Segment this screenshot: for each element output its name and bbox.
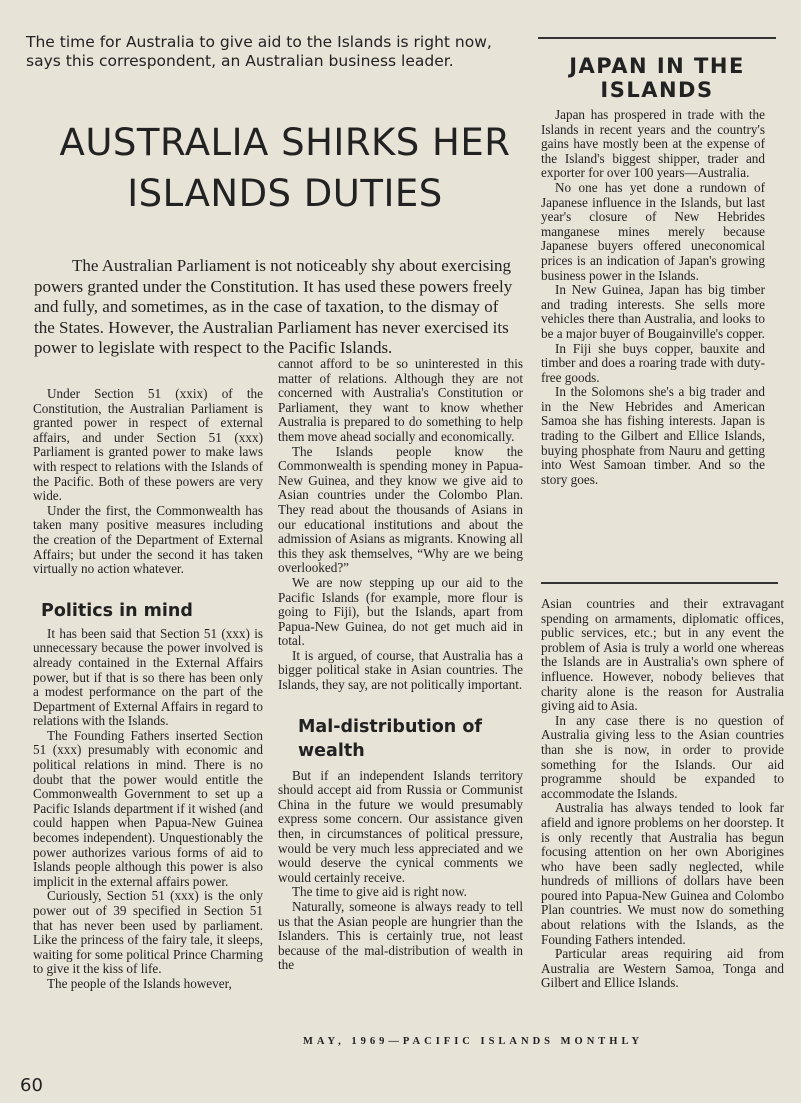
paragraph: It has been said that Section 51 (xxx) is unnecessary because the power involved is already contained in the External Affairs power, but if that is so there has been only a modest performance on the part of the Department of External Affairs in regard to relations with the Islands. [33,625,263,729]
paragraph: The Founding Fathers inserted Section 51 (xxx) presumably with economic and political relations in mind. There is no doubt that the power would entitle the Commonwealth Government to set up a Pacific Islands department if it wished (and could happen when Papua-New Guinea becomes independent). Unquestionably the power authorizes various forms of aid to Islands people although this power is also implicit in the external affairs power. [33,727,263,889]
paragraph: Under Section 51 (xxix) of the Constitution, the Australian Parliament is granted power in respect of external affairs, and under Section 51 (xxx) Parliament is granted power to make laws with respect to relations with the Islands of the Pacific. Both of these powers are very wide. [33,386,263,504]
paragraph: cannot afford to be so uninterested in this matter of relations. Although they are not concerned with Australia's Constitution or Parliament, they want to know whether Australia is prepared to do something to help them move ahead socially and economically. [278,356,523,444]
section-heading: Mal-distribution of wealth [298,716,482,761]
paragraph: Australia has always tended to look far afield and ignore problems on her doorstep. It is only recently that Australia has begun focusing attention on her own Aborigines who have been sadly neglected, while hundreds of millions of dollars have been poured into Papua-New Guinea and Colombo Plan countries. We must now do something about relations with the Islands, as the Founding Fathers intended. [541,800,784,947]
sidebar-title: JAPAN IN THE ISLANDS [569,54,745,102]
paragraph: In New Guinea, Japan has big timber and trading interests. She sells more vehicles there than Australia, and looks to be a major buyer of Bougainville's copper. [541,282,765,341]
paragraph: Curiously, Section 51 (xxx) is the only power out of 39 specified in Section 51 that has never been used by parliament. Like the princess of the fairy tale, it sleeps, waiting for some political Prince Charming to give it the kiss of life. [33,888,263,977]
paragraph: No one has yet done a rundown of Japanese influence in the Islands, but last year's closure of New Hebrides manganese mines merely because Japanese buyers offered uneconomical prices is an indication of Japan's growing business power in the Islands. [541,179,765,283]
paragraph: The people of the Islands however, [47,975,232,991]
paragraph: It is argued, of course, that Australia has a bigger political stake in Asian countries. The Islands, they say, are not politically important. [278,647,523,693]
lead-paragraph: The Australian Parliament is not noticeably shy about exercising powers granted under the Constitution. It has used these powers freely and fully, and sometimes, as in the case of taxation, to the dismay of the States. However, the Australian Parliament has never exercised its power to legislate with respect to the Pacific Islands. [34,256,513,357]
paragraph: In Fiji she buys copper, bauxite and timber and does a roaring trade with duty-free goods. [541,340,765,385]
intro-text: The time for Australia to give aid to the Islands is right now, says this correspondent, an Australian business leader. [26,33,492,70]
sidebar-box [541,108,765,487]
section-heading: Politics in mind [41,600,193,621]
paragraph: In the Solomons she's a big trader and in the New Hebrides and American Samoa she has fishing interests. Japan is trading to the Gilbert and Ellice Islands, buying phosphate from Nauru and getting into West Samoan timber. And so the story goes. [541,384,765,487]
article-column-4 [541,597,784,991]
sidebar-top-rule [538,37,776,39]
paragraph: Asian countries and their extravagant spending on armaments, diplomatic offices, public services, etc.; but in any event the problem of Asia is truly a world one whereas the Islands are in Australia's own sphere of influence. However, nobody believes that charity alone is the reason for Australia giving aid to Asia. [541,596,784,714]
article-column-1 [33,387,263,992]
article-column-2 [278,357,523,973]
paragraph: Japan has prospered in trade with the Islands in recent years and the country's gains have mostly been at the expense of the Island's biggest shipper, trader and exporter for over 100 years—Australia. [541,107,765,181]
sidebar-bottom-rule [541,582,778,584]
paragraph: In any case there is no question of Australia giving less to the Asian countries than she is now, in order to provide something for the Islands. Our aid programme should be expanded to accommodate the Islands. [541,712,784,801]
footer-publication-line: MAY, 1969—PACIFIC ISLANDS MONTHLY [303,1036,644,1047]
page-number: 60 [20,1075,43,1096]
paragraph: Naturally, someone is always ready to tell us that the Asian people are hungrier than the Islanders. This is certainly true, not least because of the mal-distribution of wealth in the [278,899,523,973]
paragraph: We are now stepping up our aid to the Pacific Islands (for example, more flour is going to Fiji), but the Islands, apart from Papua-New Guinea, do not get much aid in total. [278,574,523,649]
paragraph: Under the first, the Commonwealth has taken many positive measures including the creation of the Department of External Affairs; but under the second it has taken virtually no action whatever. [33,502,263,577]
paragraph: The time to give aid is right now. [292,884,467,900]
headline: AUSTRALIA SHIRKS HER ISLANDS DUTIES [59,121,511,215]
paragraph: But if an independent Islands territory should accept aid from Russia or Communist China in the future we would presumably express some concern. Our assistance given then, in circumstances of political pressure, would be very much less appreciated and we would deserve the cynical comments we would certainly receive. [278,767,523,885]
paragraph: Particular areas requiring aid from Australia are Western Samoa, Tonga and Gilbert and Ellice Islands. [541,946,784,991]
paragraph: The Islands people know the Commonwealth is spending money in Papua-New Guinea, and they know we give aid to Asian countries under the Colombo Plan. They read about the thousands of Asians in our educational institutions and about the admission of Asians as migrants. Knowing all this they ask themselves, “Why are we being overlooked?” [278,443,523,576]
